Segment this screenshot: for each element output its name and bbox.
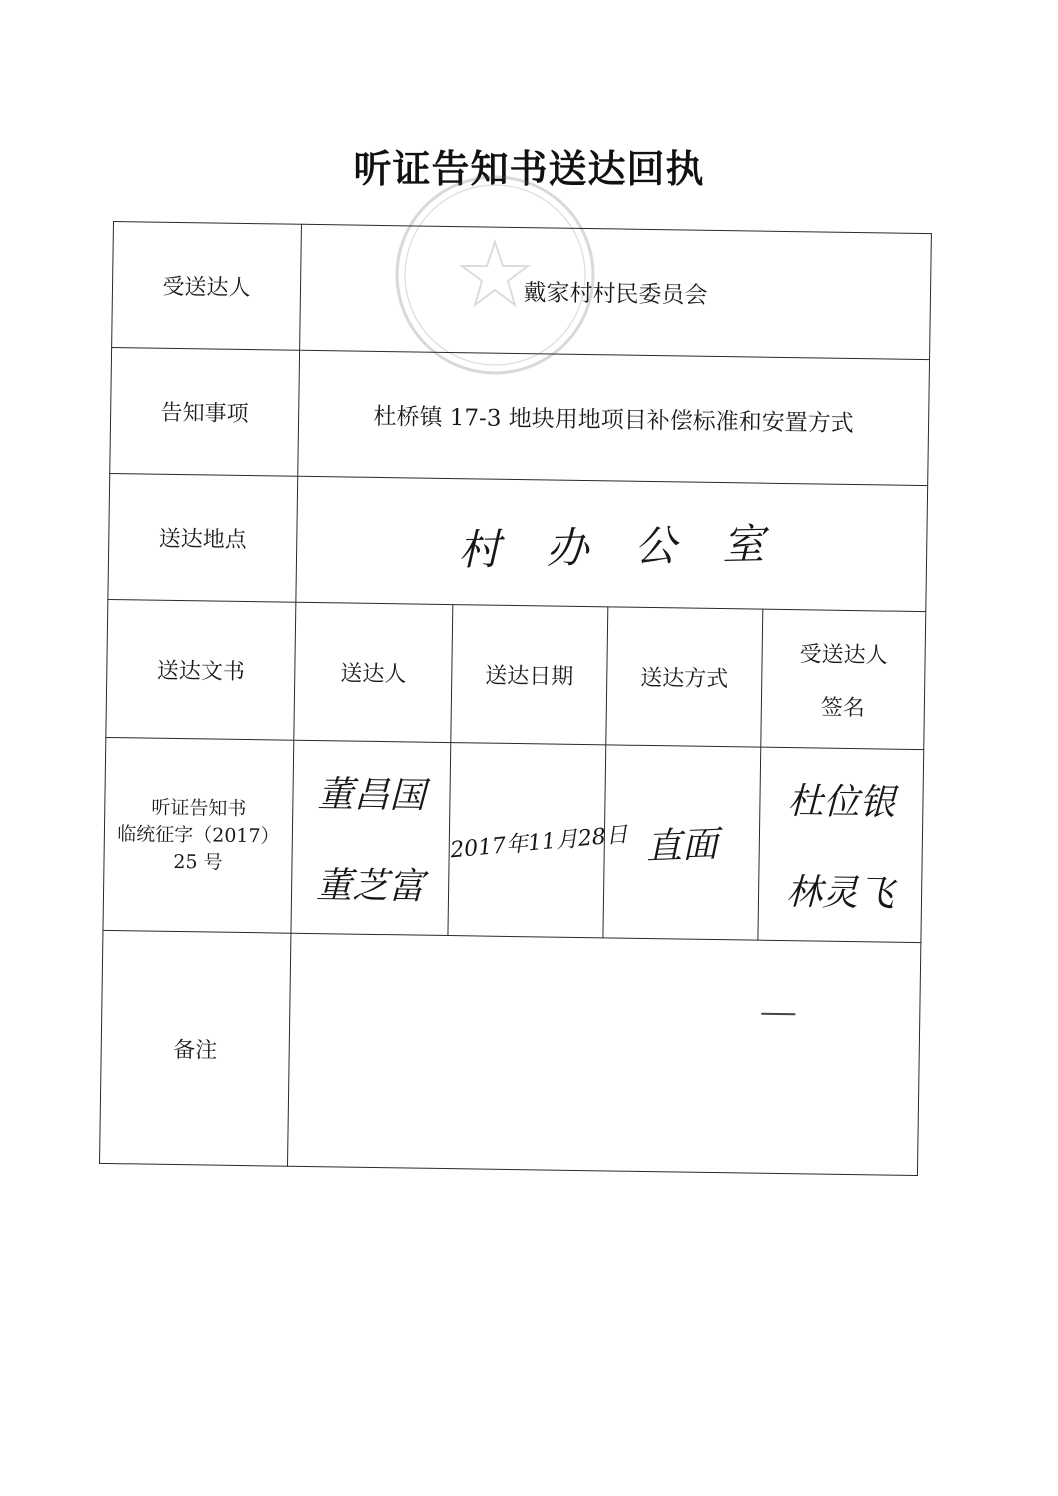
remarks-row: [100, 930, 921, 1175]
date-cell: [448, 743, 629, 938]
place-label: [108, 473, 298, 602]
remarks-value-cell: [287, 933, 920, 1175]
matter-label-text: 告知事项: [160, 400, 249, 428]
method-column-label: 送达方式: [640, 665, 729, 693]
recipient-row: [112, 222, 932, 360]
signature-column-header: [761, 609, 926, 749]
server-column-header: [294, 602, 453, 742]
place-handwritten-value: 村办公室: [458, 517, 812, 574]
recipient-value: 戴家村村民委员会: [523, 280, 708, 309]
document-reference: 临统征字（2017）: [117, 822, 280, 848]
signee-cell: [758, 747, 924, 942]
document-name: 听证告知书: [151, 796, 247, 820]
date-column-header: [451, 605, 608, 745]
recipient-value-cell: [300, 224, 932, 359]
document-number: 25 号: [173, 850, 223, 874]
matter-value: 杜桥镇 17-3 地块用地项目补偿标准和安置方式: [373, 403, 854, 438]
recipient-signature-1: 杜位银: [787, 781, 896, 824]
server-column-label: 送达人: [340, 661, 407, 688]
server-signature-2: 董芝富: [315, 865, 425, 908]
matter-label: [110, 347, 300, 476]
signature-column-label-line2: 签名: [820, 695, 866, 721]
place-value-cell: [296, 476, 928, 611]
page-title: 听证告知书送达回执: [353, 147, 705, 191]
recipient-signature-2: 林灵飞: [785, 872, 895, 915]
method-column-header: [606, 607, 763, 747]
document-column-header: [106, 599, 296, 740]
recipient-label: [112, 222, 302, 351]
delivery-date-handwritten: 2017年11月28日: [449, 821, 629, 863]
server-signature-1: 董昌国: [317, 774, 426, 817]
delivery-method-handwritten: 直面: [645, 823, 719, 868]
column-header-row: [106, 599, 926, 749]
server-cell: [291, 740, 451, 935]
place-label-text: 送达地点: [158, 526, 247, 554]
recipient-label-text: 受送达人: [162, 274, 251, 302]
delivery-entry-row: [103, 737, 924, 942]
document-column-label: 送达文书: [156, 658, 246, 686]
remarks-label-text: 备注: [173, 1037, 218, 1064]
signature-column-label-line1: 受送达人: [799, 641, 888, 669]
document-cell: [103, 737, 294, 933]
place-row: [108, 473, 928, 611]
matter-row: [110, 347, 930, 485]
receipt-table: [99, 221, 932, 1176]
matter-value-cell: [298, 350, 930, 485]
receipt-form: [99, 221, 931, 1187]
date-column-label: 送达日期: [485, 663, 574, 690]
remarks-label: [100, 930, 291, 1166]
